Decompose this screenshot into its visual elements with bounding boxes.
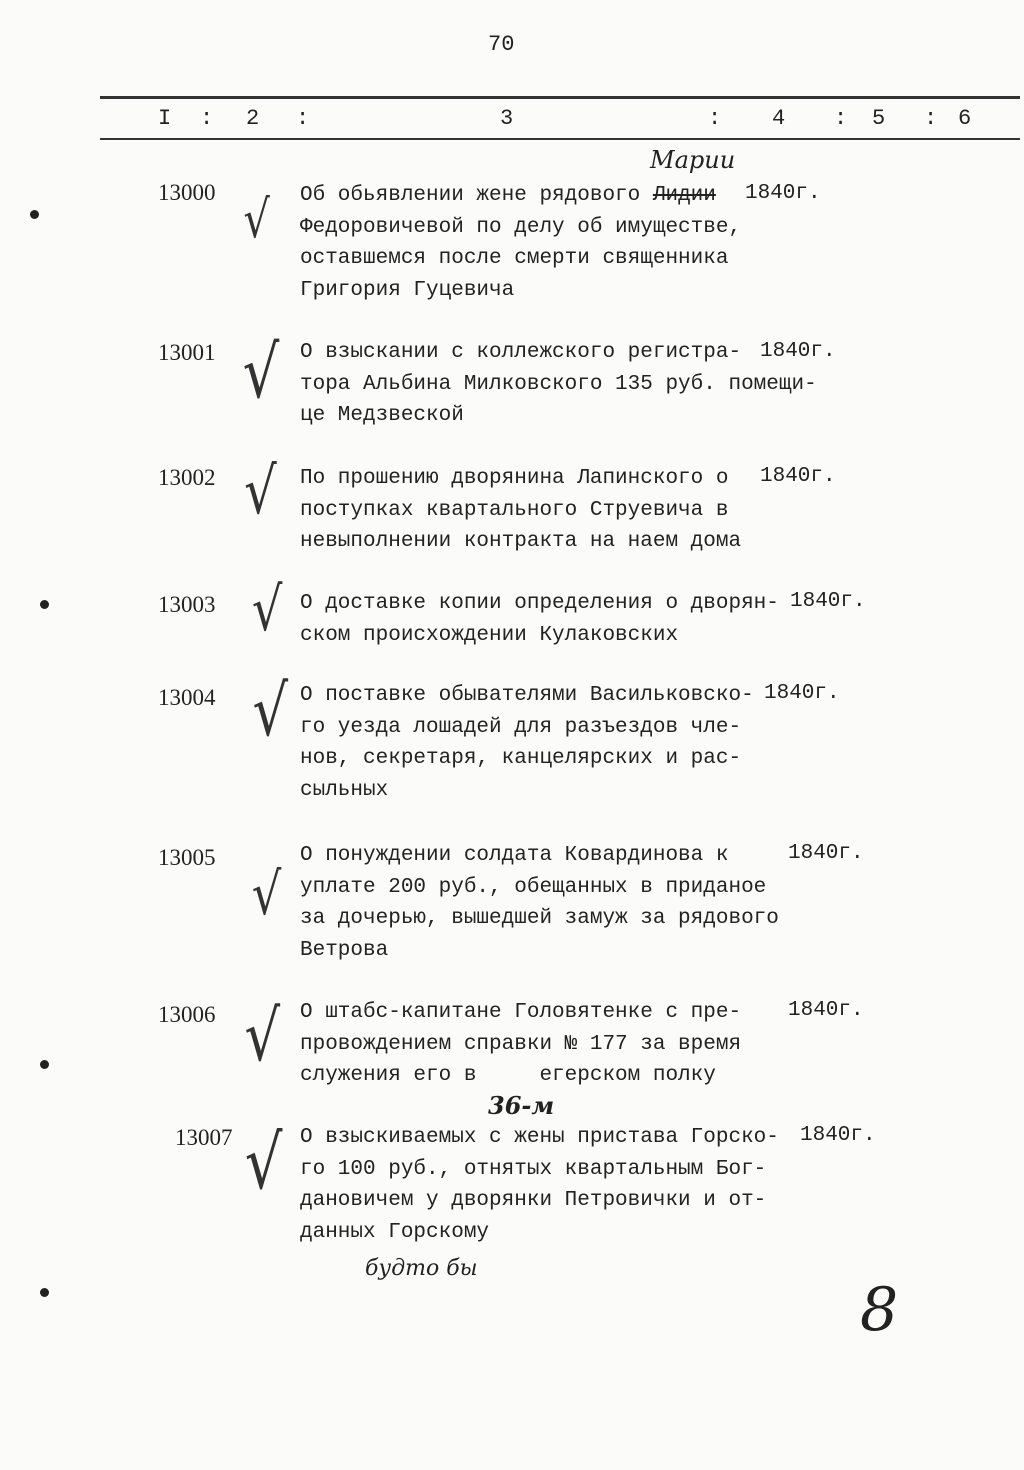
sep: :	[708, 106, 722, 131]
entry-year: 1840г.	[788, 999, 864, 1022]
col-5: 5	[872, 106, 886, 131]
struck-word: Лидии	[652, 184, 716, 207]
entry-year: 1840г.	[760, 465, 836, 488]
checkmark-icon: √	[251, 575, 283, 645]
checkmark-icon: √	[244, 455, 277, 529]
sep: :	[200, 106, 214, 131]
checkmark-icon: √	[244, 995, 281, 1077]
handwritten-insert: 36-м	[488, 1091, 555, 1120]
column-header	[0, 106, 1024, 136]
entry-number: 13005	[158, 845, 216, 870]
checkmark-icon: √	[243, 190, 270, 250]
entry-number: 13001	[158, 340, 216, 365]
entry-description: О взыскании с коллежского регистра- тора Альбина Милковского 135 руб. помещи- це Медзвеской	[300, 341, 817, 427]
entry-description: Об обьявлении жене рядового Лидии Федоровичевой по делу об имуществе, оставшемся после смерти священника Григория Гуцевича	[300, 184, 742, 302]
entry-description: О штабс-капитане Головятенке с пре- провождением справки № 177 за время служения его в егерском полку	[300, 1001, 742, 1087]
entry-year: 1840г.	[790, 590, 866, 613]
entry-number: 13006	[158, 1002, 216, 1027]
punch-hole	[40, 1060, 49, 1069]
entry-description: О поставке обывателями Васильковско- го уезда лошадей для разъездов чле- нов, секретаря, канцелярских и рас- сыльных	[300, 684, 754, 802]
checkmark-icon: √	[251, 860, 282, 928]
col-6: 6	[958, 106, 972, 131]
entry-year: 1840г.	[764, 682, 840, 705]
handwritten-insert: будто бы	[365, 1256, 478, 1281]
sep: :	[834, 106, 848, 131]
col-1: I	[158, 106, 172, 131]
entry-year: 1840г.	[800, 1124, 876, 1147]
handwritten-correction: Марии	[650, 146, 736, 174]
header-rule-bottom	[100, 138, 1020, 140]
entry-number: 13002	[158, 465, 216, 490]
entry-number: 13007	[175, 1125, 233, 1150]
entry-number: 13003	[158, 592, 216, 617]
entry-description: О взыскиваемых с жены пристава Горско- го 100 руб., отнятых квартальным Бог- дановичем у дворянки Петровички и от- данных Горскому	[300, 1126, 779, 1244]
checkmark-icon: √	[242, 330, 280, 414]
entry-description: О доставке копии определения о дворян- ском происхождении Кулаковских	[300, 592, 779, 647]
sep: :	[296, 106, 310, 131]
punch-hole	[40, 600, 49, 609]
entry-number: 13000	[158, 180, 216, 205]
col-4: 4	[772, 106, 786, 131]
punch-hole	[30, 210, 39, 219]
entry-number: 13004	[158, 685, 216, 710]
col-3: 3	[500, 106, 514, 131]
checkmark-icon: √	[252, 670, 289, 752]
sep: :	[924, 106, 938, 131]
punch-hole	[40, 1288, 49, 1297]
entry-year: 1840г.	[760, 340, 836, 363]
entry-year: 1840г.	[745, 182, 821, 205]
page-number: 70	[488, 32, 515, 57]
sheet-mark: 8	[860, 1275, 899, 1345]
entry-description: По прошению дворянина Лапинского о поступках квартального Струевича в невыполнении контракта на наем дома	[300, 467, 742, 553]
entry-year: 1840г.	[788, 842, 864, 865]
checkmark-icon: √	[244, 1120, 283, 1206]
entry-description: О понуждении солдата Ковардинова к уплате 200 руб., обещанных в приданое за дочерью, вышедшей замуж за рядового Ветрова	[300, 844, 779, 962]
header-rule-top	[100, 96, 1020, 99]
col-2: 2	[246, 106, 260, 131]
